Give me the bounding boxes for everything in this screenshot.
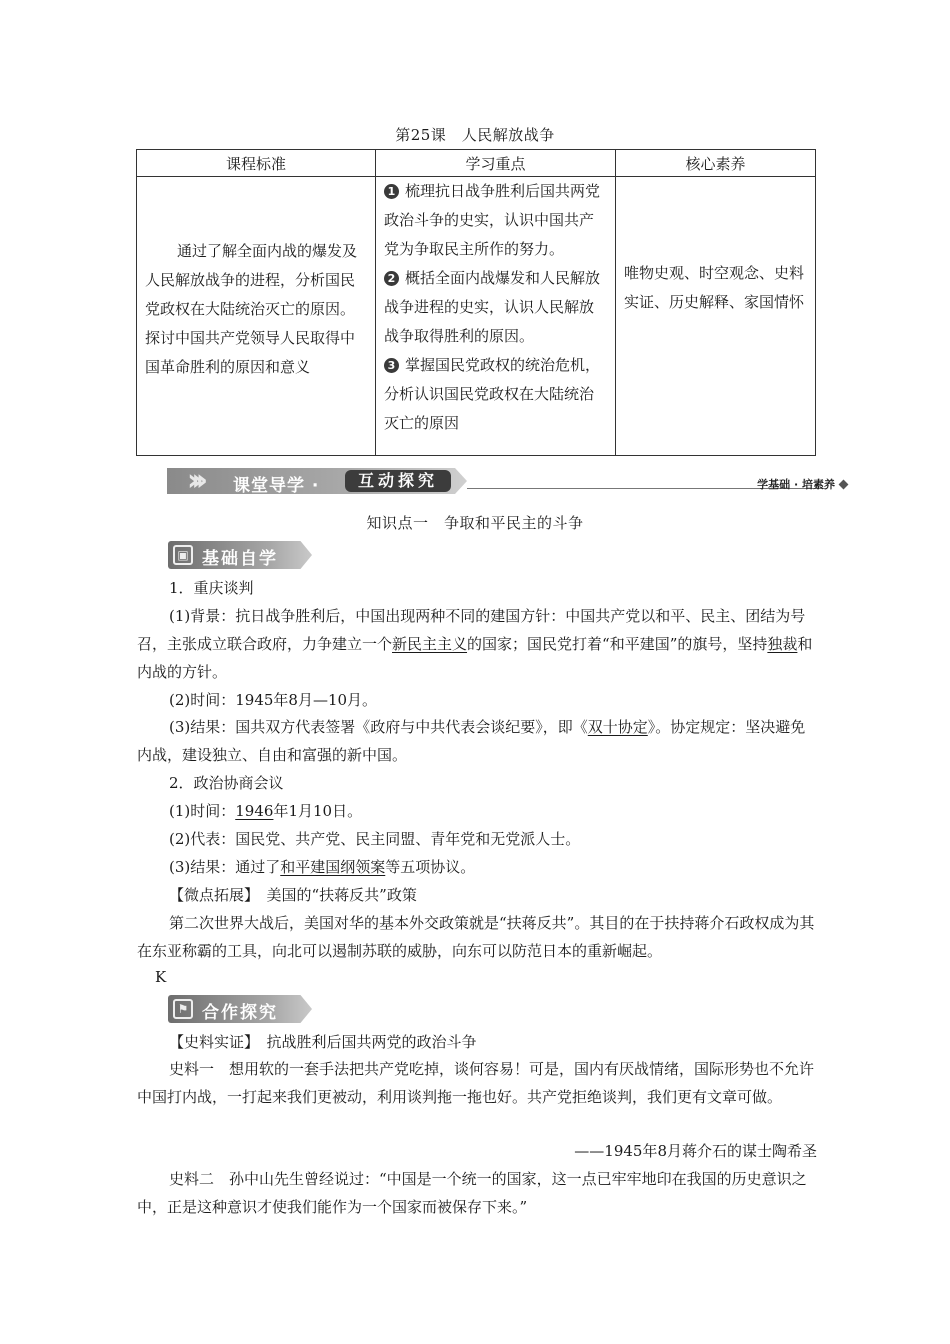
source-one: 史料一 想用软的一套手法把共产党吃掉，谈何容易！可是，国内有厌战情绪，国际形势也不允许中国打内战，一打起来我们更被动，利用谈判拖一拖也好。共产党拒绝谈判，我们更有文章可做。 <box>137 1060 815 1106</box>
source-one-attribution: ——1945年8月蒋介石的谋士陶希圣 <box>574 1142 817 1160</box>
section-tag-self-study <box>168 541 312 569</box>
header-standard: 课程标准 <box>137 150 376 177</box>
banner-left-label: 课堂导学 · <box>233 476 320 496</box>
focus-item-3: 3 掌握国民党政权的统治危机，分析认识国民党政权在大陆统治灭亡的原因 <box>384 356 601 432</box>
section-label: 基础自学 <box>202 549 278 569</box>
double-chevron-icon: ››› <box>187 463 201 498</box>
standard-cell <box>137 177 376 456</box>
source-two: 史料二 孙中山先生曾经说过：“中国是一个统一的国家，这一点已牢牢地印在我国的历史意识之中，正是这种意识才使我们能作为一个国家而被保存下来。” <box>137 1170 807 1216</box>
extension-title: 【微点拓展】 美国的“扶蒋反共”政策 <box>169 886 417 904</box>
lesson-title: 第25课 人民解放战争 <box>395 126 555 144</box>
stray-letter: K <box>155 968 167 986</box>
literacy-cell <box>616 177 816 456</box>
people-icon: ⚑ <box>173 999 193 1019</box>
focus-item-1: 1 梳理抗日战争胜利后国共两党政治斗争的史实，认识中国共产党为争取民主所作的努力。 <box>384 182 601 258</box>
section-tag-cooperation <box>168 995 312 1023</box>
source-evidence-title: 【史料实证】 抗战胜利后国共两党的政治斗争 <box>169 1033 477 1051</box>
number-3-icon: 3 <box>384 358 399 373</box>
standard-text: 通过了解全面内战的爆发及人民解放战争的进程，分析国民党政权在大陆统治灭亡的原因。探讨中国共产党领导人民取得中国革命胜利的原因和意义 <box>145 242 358 376</box>
paragraph-background: (1)背景：抗日战争胜利后，中国出现两种不同的建国方针：中国共产党以和平、民主、团结为号召，主张成立联合政府，力争建立一个新民主主义的国家；国民党打着“和平建国”的旗号，坚持独裁和内战的方针。 <box>137 607 813 681</box>
heading-chongqing: 1．重庆谈判 <box>169 579 254 597</box>
diamond-icon <box>839 480 849 490</box>
extension-body: 第二次世界大战后，美国对华的基本外交政策就是“扶蒋反共”。其目的在于扶持蒋介石政权成为其在东亚称霸的工具，向北可以遏制苏联的威胁，向东可以防范日本的重新崛起。 <box>137 914 815 960</box>
paragraph-time: (2)时间：1945年8月—10月。 <box>169 691 378 709</box>
focus-item-2: 2 概括全面内战爆发和人民解放战争进程的史实，认识人民解放战争取得胜利的原因。 <box>384 269 601 345</box>
section-label: 合作探究 <box>202 1003 278 1023</box>
section-banner <box>167 462 847 496</box>
header-literacy: 核心素养 <box>616 150 816 177</box>
knowledge-point-title: 知识点一 争取和平民主的斗争 <box>366 514 584 532</box>
banner-right-label: 学基础 · 培素养 <box>757 478 835 491</box>
literacy-text: 唯物史观、时空观念、史料实证、历史解释、家国情怀 <box>624 264 805 311</box>
banner-box-label: 互动探究 <box>345 470 451 492</box>
paragraph-pcc-reps: (2)代表：国民党、共产党、民主同盟、青年党和无党派人士。 <box>169 830 581 848</box>
number-1-icon: 1 <box>384 184 399 199</box>
paragraph-pcc-time: (1)时间：1946年1月10日。 <box>169 802 363 820</box>
number-2-icon: 2 <box>384 271 399 286</box>
paragraph-result: (3)结果：国共双方代表签署《政府与中共代表会谈纪要》，即《双十协定》。协定规定：坚决避免内战，建设独立、自由和富强的新中国。 <box>137 718 806 764</box>
curriculum-table <box>136 149 816 456</box>
book-icon: ▣ <box>173 545 193 565</box>
heading-pcc: 2．政治协商会议 <box>169 774 284 792</box>
header-focus: 学习重点 <box>376 150 616 177</box>
focus-cell <box>376 177 616 456</box>
paragraph-pcc-result: (3)结果：通过了和平建国纲领案等五项协议。 <box>169 858 476 876</box>
